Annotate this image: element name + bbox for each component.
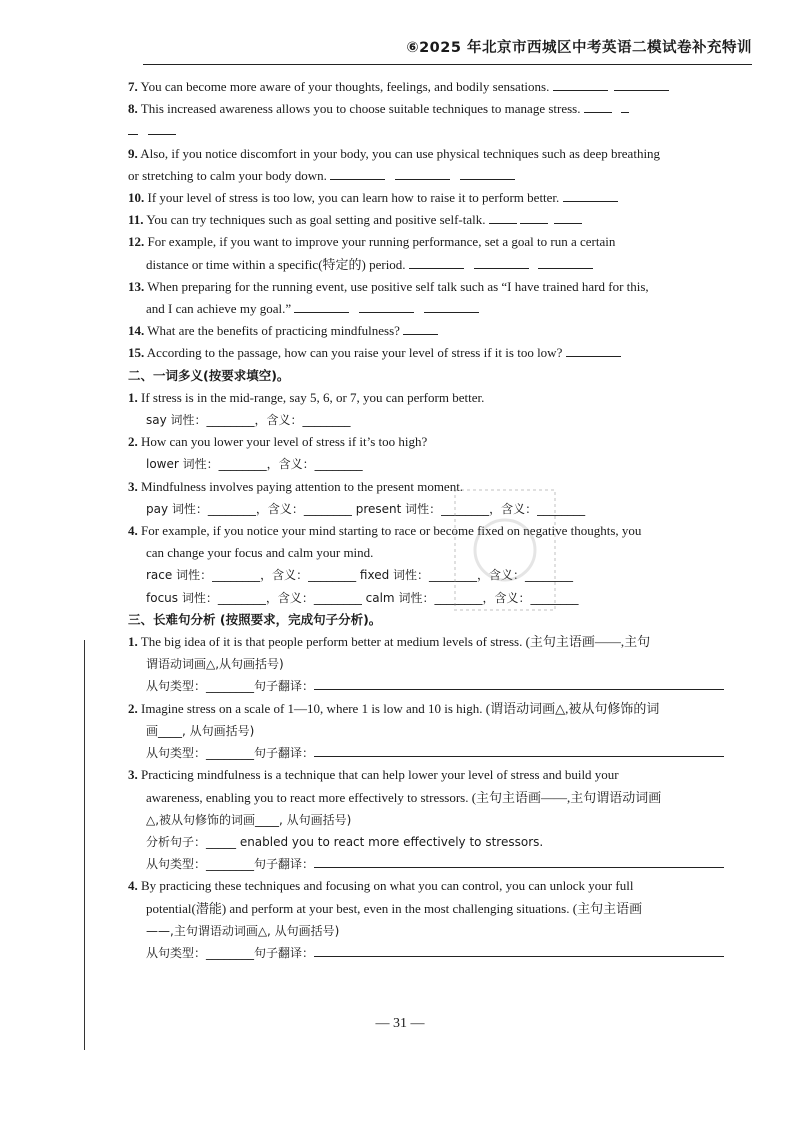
question-9: 9. Also, if you notice discomfort in your body, you can use physical techniques such as deep breathing — [128, 145, 661, 161]
s2-item-3: 3. Mindfulness involves paying attention to the present moment. — [128, 478, 464, 494]
s3-item-2-l3: 从句类型：________句子翻译： — [128, 742, 750, 764]
s2-item-1-fill: say 词性：________，含义：________ — [146, 413, 351, 428]
binding-margin-line — [84, 640, 85, 1050]
question-9-cont: or stretching to calm your body down. — [128, 165, 750, 187]
page-header: ⑥2025 年北京市西城区中考英语二模试卷补充特训 — [406, 40, 752, 56]
question-7: 7. You can become more aware of your thoughts, feelings, and bodily sensations. — [128, 76, 750, 98]
page-number: — 31 — — [375, 1016, 425, 1031]
s3-item-4: 4. By practicing these techniques and focusing on what you can control, you can unlock your full — [128, 878, 634, 894]
question-13: 13. When preparing for the running event, use positive self talk such as “I have trained hard for this, — [128, 278, 649, 294]
s3-item-2-l2: 画____, 从句画括号) — [146, 723, 255, 738]
s2-item-3-fill: pay 词性：________，含义：________ present 词性：________，含义：________ — [146, 501, 586, 516]
s2-item-4-fill2: focus 词性：________，含义：________ calm 词性：________，含义：________ — [146, 590, 579, 605]
question-15: 15. According to the passage, how can you raise your level of stress if it is too low? — [128, 342, 750, 364]
s2-item-4-fill: race 词性：________，含义：________ fixed 词性：________，含义：________ — [146, 568, 574, 583]
s3-item-4-l4: 从句类型：________句子翻译： — [128, 942, 750, 964]
question-12: 12. For example, if you want to improve your running performance, set a goal to run a certain — [128, 234, 616, 250]
s2-item-1: 1. If stress is in the mid-range, say 5, 6, or 7, you can perform better. — [128, 389, 485, 405]
worksheet-body — [128, 76, 750, 964]
question-14: 14. What are the benefits of practicing mindfulness? — [128, 320, 750, 342]
question-8-blanks — [128, 120, 750, 142]
s3-item-3-l2: awareness, enabling you to react more effectively to stressors. (主句主语画——,主句谓语动词画 — [146, 789, 662, 805]
header-divider — [143, 64, 752, 65]
s2-item-4: 4. For example, if you notice your mind starting to race or become fixed on negative thoughts, you — [128, 523, 642, 539]
s3-item-2: 2. Imagine stress on a scale of 1—10, where 1 is low and 10 is high. (谓语动词画△,被从句修饰的词 — [128, 700, 660, 716]
s3-item-1-l2: 谓语动词画△,从句画括号) — [146, 657, 284, 672]
s3-item-3-l5: 从句类型：________句子翻译： — [128, 853, 750, 875]
s3-item-1-l3: 从句类型：________句子翻译： — [128, 675, 750, 697]
s3-item-4-l2: potential(潜能) and perform at your best, even in the most challenging situations. (主句主语画 — [146, 900, 643, 916]
s2-item-4-cont: can change your focus and calm your mind. — [146, 545, 374, 561]
question-12-cont: distance or time within a specific(特定的) period. — [128, 254, 750, 276]
question-8: 8. This increased awareness allows you to choose suitable techniques to manage stress. — [128, 98, 750, 120]
s3-item-3-l3: △,被从句修饰的词画____, 从句画括号) — [146, 812, 352, 827]
s3-item-3-l4: 分析句子：_____ enabled you to react more effectively to stressors. — [146, 834, 544, 849]
s2-item-2: 2. How can you lower your level of stress if it’s too high? — [128, 434, 428, 450]
s3-item-1: 1. The big idea of it is that people perform better at medium levels of stress. (主句主语画——,主句 — [128, 634, 651, 650]
s2-item-2-fill: lower 词性：________，含义：________ — [146, 457, 363, 472]
s3-item-4-l3: ——,主句谓语动词画△, 从句画括号) — [146, 923, 340, 938]
s3-item-3: 3. Practicing mindfulness is a technique that can help lower your level of stress and build your — [128, 767, 619, 783]
question-10: 10. If your level of stress is too low, you can learn how to raise it to perform better. — [128, 187, 750, 209]
section-2-title: 二、一词多义(按要求填空)。 — [128, 367, 290, 383]
section-3-title: 三、长难句分析 (按照要求，完成句子分析)。 — [128, 611, 382, 627]
question-11: 11. You can try techniques such as goal setting and positive self-talk. — [128, 209, 750, 231]
question-13-cont: and I can achieve my goal.” — [128, 298, 750, 320]
